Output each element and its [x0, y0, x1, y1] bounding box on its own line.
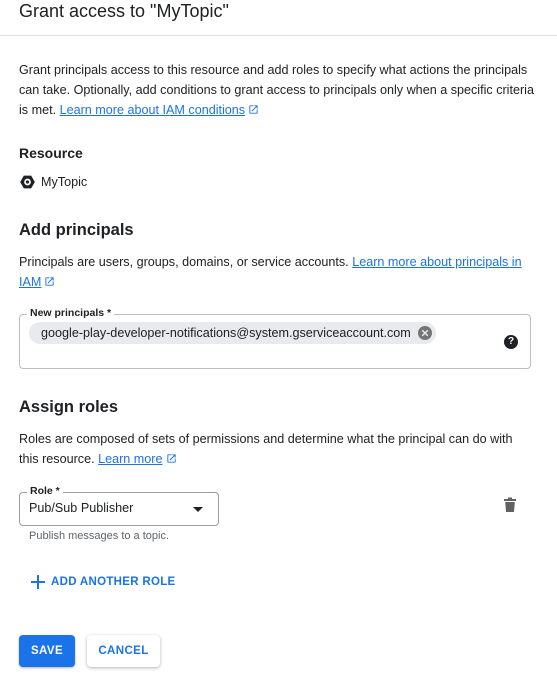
- role-value: Pub/Sub Publisher: [29, 501, 134, 515]
- delete-role-icon[interactable]: [503, 497, 517, 513]
- new-principals-field[interactable]: [19, 307, 531, 369]
- intro-text: [19, 60, 539, 120]
- resource-heading: Resource: [19, 145, 83, 161]
- pubsub-topic-icon: [19, 174, 36, 190]
- assign-roles-heading: Assign roles: [19, 398, 119, 416]
- resource-row: [19, 173, 87, 191]
- role-label: Role *: [27, 485, 63, 497]
- principal-chip-label: google-play-developer-notifications@system.gserviceaccount.com: [41, 326, 411, 340]
- plus-icon: [31, 575, 45, 589]
- resource-name: MyTopic: [41, 175, 88, 189]
- roles-learn-more-link-label: Learn more: [98, 452, 163, 466]
- roles-learn-more-link[interactable]: [98, 452, 176, 466]
- principal-chip: [29, 322, 436, 344]
- external-link-icon: [248, 104, 259, 115]
- principals-iam-link-label: Learn more about principals in IAM: [19, 255, 522, 289]
- add-principals-heading: Add principals: [19, 221, 134, 239]
- chip-remove-icon[interactable]: [418, 326, 432, 340]
- assign-roles-text: [19, 429, 519, 469]
- role-select[interactable]: [19, 485, 219, 526]
- save-button[interactable]: SAVE: [19, 635, 75, 667]
- dialog-header: [0, 0, 557, 36]
- add-another-role-button[interactable]: [31, 572, 175, 592]
- intro-description: Grant principals access to this resource and add roles to specify what actions the principals can take. Optionally, add conditions to grant access to principals only when a specific criteria is met.: [19, 63, 534, 117]
- assign-roles-description: Roles are composed of sets of permissions and determine what the principal can do with this resource.: [19, 432, 513, 466]
- cancel-button[interactable]: CANCEL: [87, 635, 160, 667]
- new-principals-label: New principals *: [27, 307, 114, 319]
- external-link-icon: [44, 276, 55, 287]
- add-principals-description: Principals are users, groups, domains, or service accounts.: [19, 255, 353, 269]
- external-link-icon: [166, 453, 177, 464]
- iam-conditions-link[interactable]: [60, 103, 260, 117]
- dropdown-arrow-icon: [193, 507, 203, 512]
- add-another-role-label: ADD ANOTHER ROLE: [51, 576, 176, 588]
- dialog-title: Grant access to "MyTopic": [19, 1, 229, 21]
- add-principals-text: [19, 252, 539, 292]
- role-hint: Publish messages to a topic.: [29, 530, 170, 542]
- iam-conditions-link-label: Learn more about IAM conditions: [59, 103, 246, 117]
- help-icon[interactable]: ?: [504, 335, 518, 349]
